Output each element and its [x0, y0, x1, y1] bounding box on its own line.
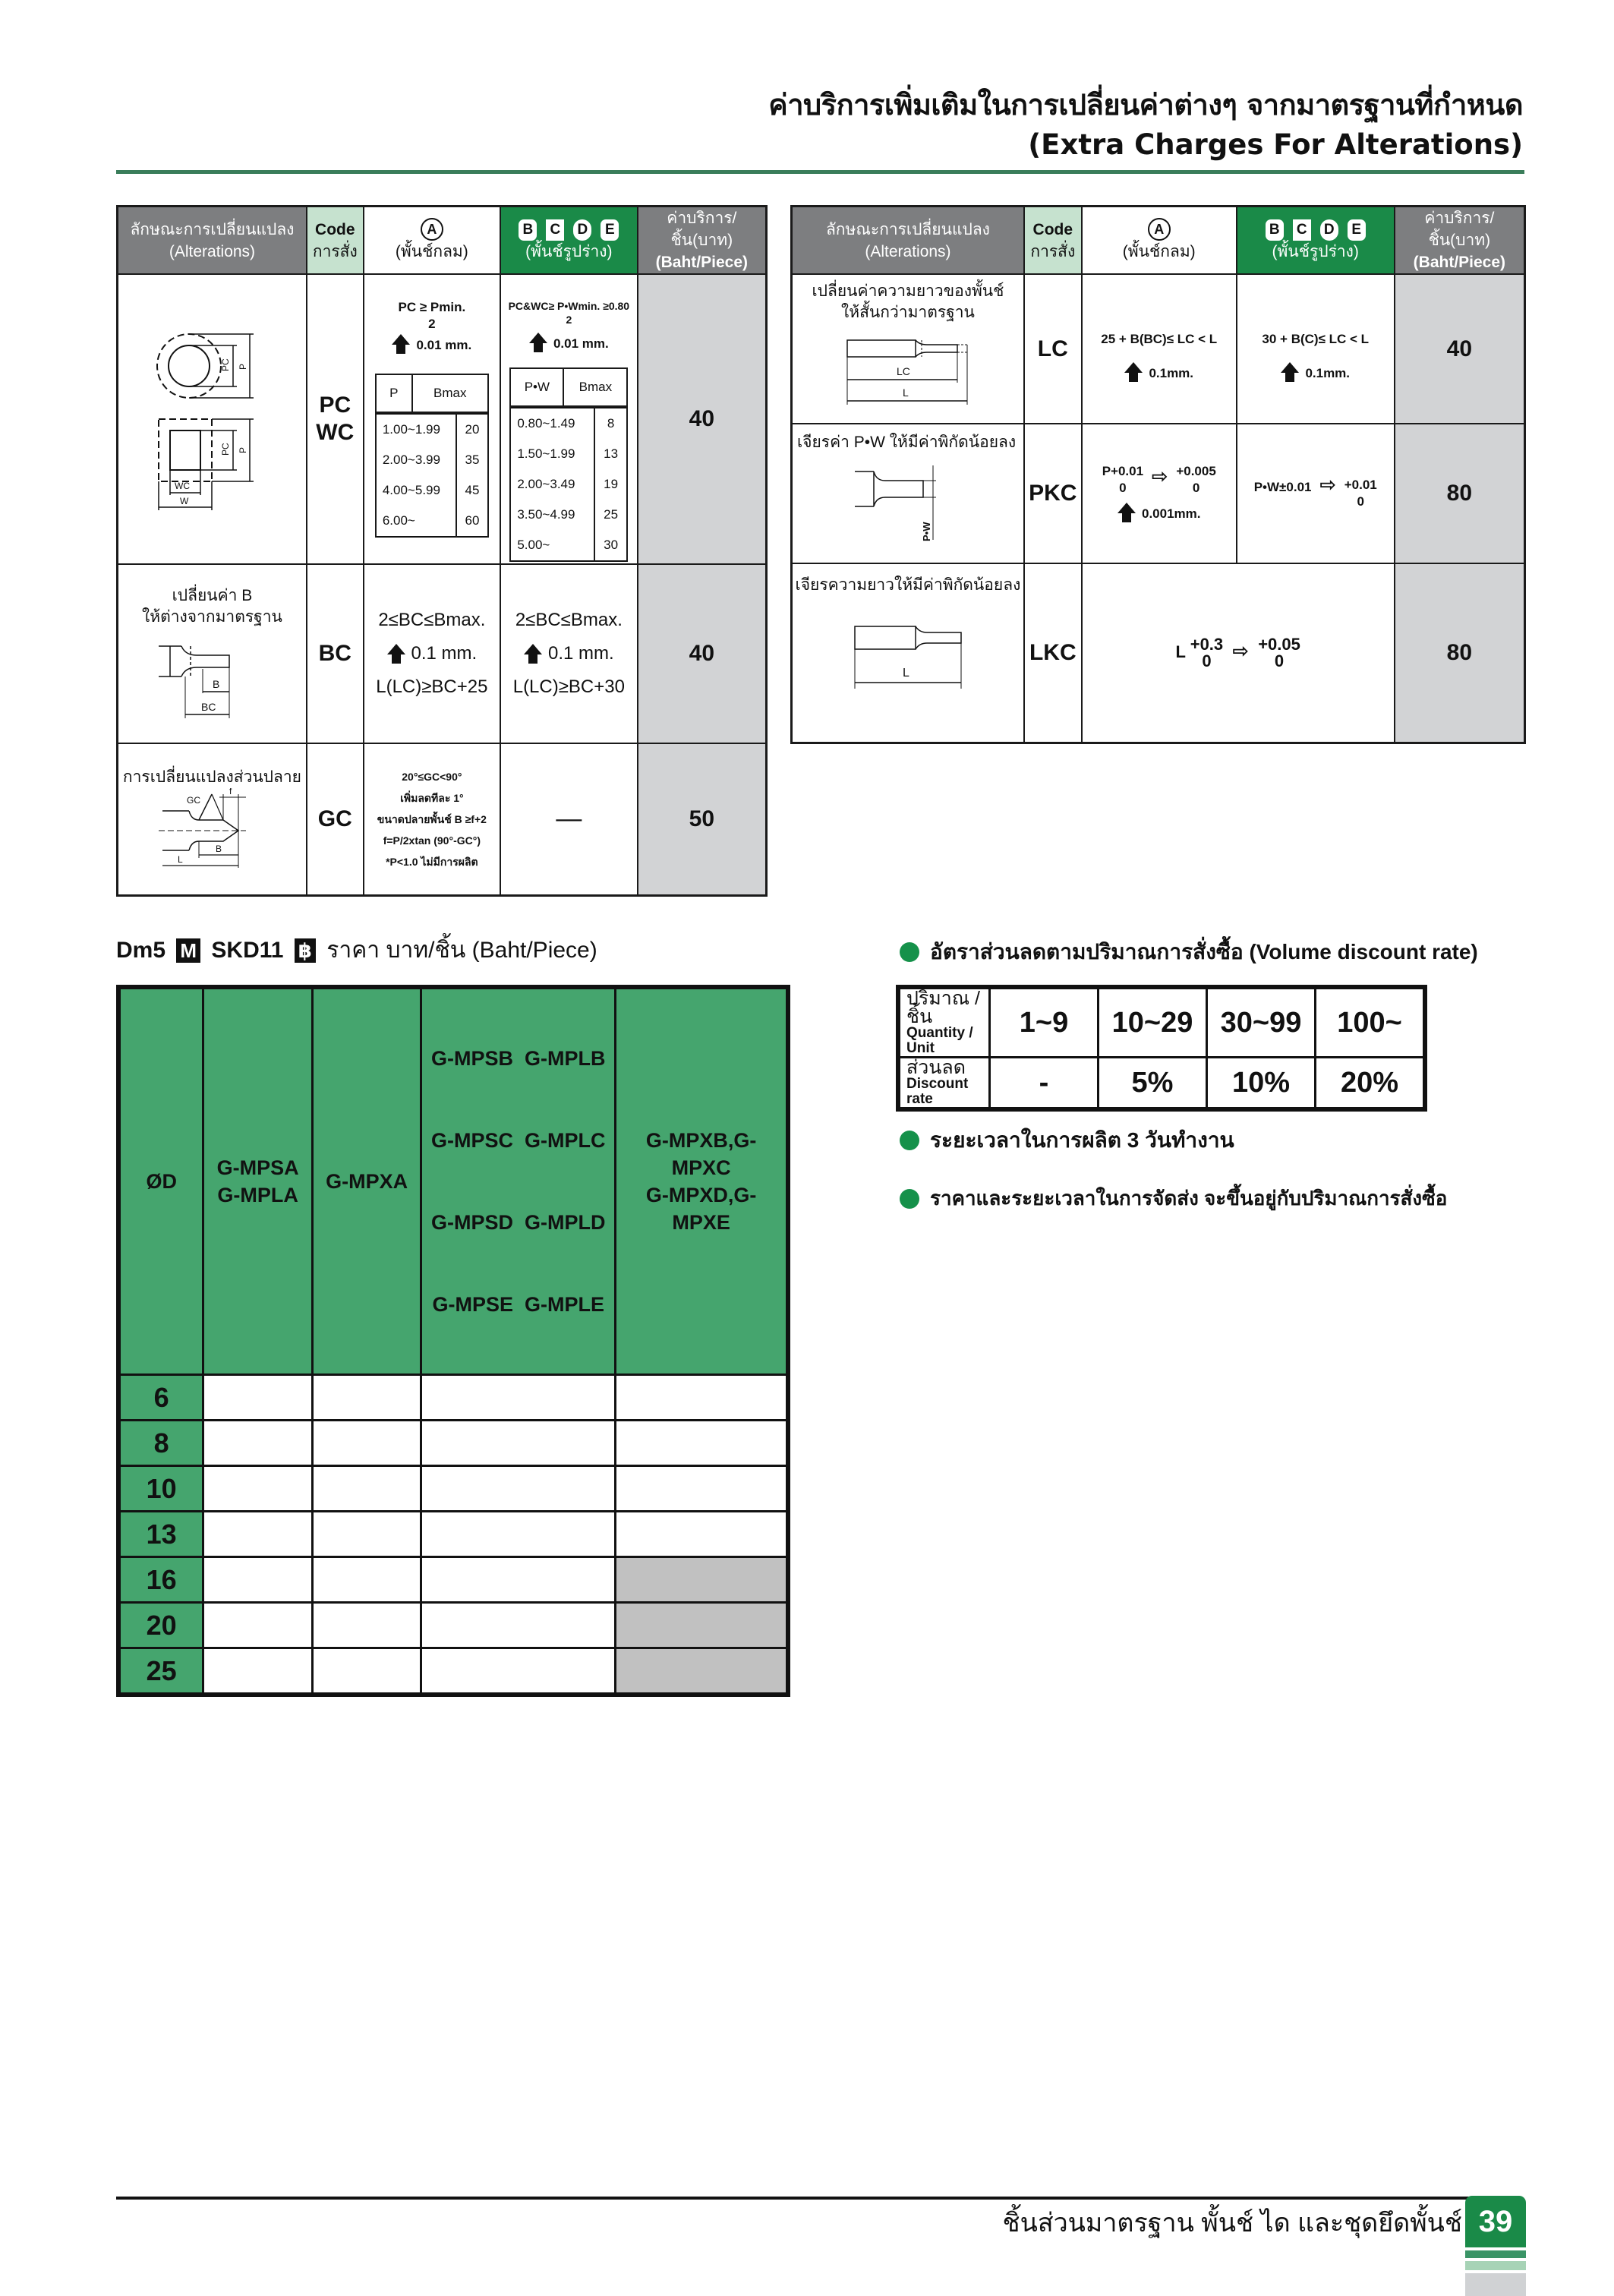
lc-bcde-condition: 30 + B(C)≤ LC < L — [1262, 331, 1370, 346]
price-table-row — [118, 1375, 788, 1421]
svg-text:P•W: P•W — [920, 522, 932, 541]
title-divider — [116, 170, 1524, 174]
discount-heading — [900, 935, 1478, 969]
price-cell-col1 — [203, 1557, 312, 1603]
header-code-en: Code — [315, 220, 355, 238]
price-table-header — [118, 987, 788, 1375]
price-pkc: 80 — [1395, 424, 1525, 563]
lkc-tolerance-cell — [1082, 563, 1395, 743]
type-b-icon: B — [519, 219, 537, 241]
bc-description-line2: ให้ต่างจากมาตรฐาน — [142, 608, 282, 626]
tolerance-lower: 0 — [1274, 651, 1285, 670]
bc-bcde-step — [501, 637, 637, 670]
table-row-lc — [792, 274, 1525, 424]
sub-bmax: 35 — [456, 445, 488, 475]
bc-a-step — [364, 637, 500, 670]
pc-wc-diagram-icon — [155, 324, 269, 514]
price-cell-col3 — [421, 1466, 616, 1512]
price-cell-col2 — [312, 1466, 421, 1512]
price-table-row — [118, 1466, 788, 1512]
price-cell-col4 — [616, 1557, 788, 1603]
pkc-a-step — [1083, 504, 1236, 524]
price-cell-col3 — [421, 1648, 616, 1695]
pw-bmax-subtable — [509, 367, 628, 407]
page-number: 39 — [1465, 2196, 1526, 2247]
rate-label-en: Discount rate — [906, 1076, 969, 1107]
lc-description-cell — [792, 274, 1024, 424]
price-cell-col2 — [312, 1512, 421, 1557]
price-cell-col3 — [421, 1603, 616, 1648]
price-gc: 50 — [638, 743, 767, 895]
type-a-circle-icon: A — [421, 218, 443, 241]
page-title-thai: ค่าบริการเพิ่มเติมในการเปลี่ยนค่าต่างๆ จากมาตรฐานที่กำหนด — [768, 88, 1523, 121]
header-col3-line: G-MPSC G-MPLC — [431, 1129, 606, 1152]
lkc-from-tolerance — [1190, 636, 1223, 670]
header-price-th: ค่าบริการ/ชิ้น(บาท) — [667, 210, 737, 249]
diameter-cell: 13 — [118, 1512, 203, 1557]
svg-text:PC: PC — [220, 358, 232, 371]
sub-bmax: 25 — [594, 500, 627, 530]
bullet-dot-icon — [900, 1189, 919, 1209]
sub-range: 6.00~ — [376, 506, 456, 537]
pkc-type-a-cell — [1082, 424, 1237, 563]
header-col1-line: G-MPSA — [216, 1156, 299, 1179]
baht-badge-icon: ฿ — [295, 938, 316, 963]
bullet-dot-icon — [900, 1131, 919, 1150]
header-price — [1395, 207, 1525, 275]
pc-wc-a-condition-text: PC ≥ Pmin. — [398, 300, 466, 314]
type-c-icon: C — [1293, 219, 1311, 241]
header-code — [307, 207, 364, 275]
gc-diagram-icon — [155, 788, 269, 872]
header-code-th: การสั่ง — [1030, 242, 1076, 260]
pc-wc-type-a-cell — [364, 274, 500, 564]
quantity-tier: 30~99 — [1207, 987, 1316, 1058]
type-a-circle-icon: A — [1148, 218, 1171, 241]
sub-range: 1.50~1.99 — [510, 439, 594, 469]
sub-range: 3.50~4.99 — [510, 500, 594, 530]
table-row-pkc — [792, 424, 1525, 563]
diameter-cell: 16 — [118, 1557, 203, 1603]
sub-range: 1.00~1.99 — [376, 414, 456, 445]
header-col2: G-MPXA — [312, 987, 421, 1375]
svg-text:f: f — [229, 787, 232, 796]
header-alterations-en: (Alterations) — [865, 242, 951, 260]
pkc-diagram-icon — [851, 464, 965, 547]
type-e-icon: E — [1348, 219, 1366, 241]
price-table-body — [118, 1375, 788, 1695]
header-col1-line: G-MPLA — [217, 1184, 298, 1206]
pc-wc-type-bcde-cell — [500, 274, 638, 564]
footer-divider — [116, 2197, 1486, 2200]
price-cell-col1 — [203, 1421, 312, 1466]
page-title — [768, 84, 1523, 164]
lc-type-bcde-cell — [1237, 274, 1395, 424]
alterations-table-right — [790, 205, 1526, 744]
sub-bmax: 20 — [456, 414, 488, 445]
tolerance-lower: 0 — [1202, 651, 1212, 670]
type-b-icon: B — [1266, 219, 1284, 241]
pkc-description: เจียรค่า P•W ให้มีค่าพิกัดน้อยลง — [797, 434, 1017, 451]
pw-bmax-rows — [509, 407, 628, 562]
pc-wc-a-condition — [364, 298, 500, 317]
header-type-a-label: (พั้นช์กลม) — [1122, 243, 1196, 260]
price-cell-col3 — [421, 1421, 616, 1466]
table-row-lkc — [792, 563, 1525, 743]
increment-arrow-icon — [1118, 503, 1136, 513]
price-title-size: Dm5 — [116, 938, 166, 963]
footer-section-title: ชิ้นส่วนมาตรฐาน พั้นช์ ได และชุดยึดพั้นช์ — [1002, 2209, 1462, 2238]
pkc-type-bcde-cell — [1237, 424, 1395, 563]
pkc-a-step-text: 0.001mm. — [1141, 506, 1201, 521]
header-alterations — [792, 207, 1024, 275]
code-lc: LC — [1024, 274, 1082, 424]
price-table-row — [118, 1512, 788, 1557]
bc-type-bcde-cell — [500, 564, 638, 743]
code-wc: WC — [316, 420, 355, 445]
svg-text:GC: GC — [187, 794, 201, 806]
note-text: ราคาและระยะเวลาในการจัดส่ง จะขึ้นอยู่กับปริมาณการสั่งซื้อ — [930, 1187, 1448, 1210]
svg-text:B: B — [216, 843, 222, 854]
table-row-bc — [118, 564, 767, 743]
discount-quantity-row — [898, 987, 1425, 1058]
header-diameter: ØD — [118, 987, 203, 1375]
price-table-row — [118, 1648, 788, 1695]
tab-stripe — [1465, 2250, 1526, 2258]
subheader-p: P — [376, 374, 412, 412]
material-badge-icon: M — [176, 938, 200, 963]
lkc-description-cell — [792, 563, 1024, 743]
pkc-a-to-tolerance — [1176, 463, 1215, 497]
tolerance-upper: +0.3 — [1190, 634, 1224, 654]
note-text: ระยะเวลาในการผลิต 3 วันทำงาน — [930, 1128, 1234, 1152]
lc-bcde-step — [1237, 364, 1394, 383]
pc-wc-a-condition-denominator: 2 — [428, 317, 436, 331]
sub-range: 4.00~5.99 — [376, 475, 456, 506]
header-col3-line: G-MPSB G-MPLB — [431, 1047, 606, 1070]
tab-stripe — [1465, 2261, 1526, 2270]
svg-text:P: P — [238, 363, 249, 370]
sub-range: 0.80~1.49 — [510, 408, 594, 439]
svg-text:L: L — [902, 386, 909, 399]
quantity-label — [898, 987, 990, 1058]
header-col3 — [421, 987, 616, 1375]
header-price — [638, 207, 767, 275]
header-code-en: Code — [1032, 220, 1073, 238]
pc-bmax-rows — [375, 413, 489, 538]
price-lkc: 80 — [1395, 563, 1525, 743]
lkc-tolerance — [1083, 636, 1394, 670]
subheader-bmax: Bmax — [412, 374, 488, 412]
increment-arrow-icon — [1281, 362, 1299, 373]
gc-rule-step: เพิ่มลดทีละ 1° — [400, 791, 464, 804]
svg-text:W: W — [180, 496, 189, 506]
type-c-icon: C — [546, 219, 564, 241]
increment-arrow-icon — [524, 644, 542, 654]
becomes-arrow-icon: ⇨ — [1232, 639, 1250, 662]
bc-a-length-rule: L(LC)≥BC+25 — [376, 676, 488, 697]
price-table-row — [118, 1603, 788, 1648]
discount-rate: 10% — [1207, 1058, 1316, 1110]
pc-wc-bcde-condition: PC&WC≥ P•Wmin. ≥0.80 — [508, 300, 630, 312]
price-table-title — [116, 932, 597, 968]
price-cell-col4 — [616, 1466, 788, 1512]
svg-text:PC: PC — [220, 443, 232, 456]
quantity-label-en: Quantity / Unit — [906, 1025, 973, 1056]
bc-bcde-condition: 2≤BC≤Bmax. — [515, 610, 623, 630]
type-d-icon: D — [1320, 219, 1338, 241]
gc-rule-angle: 20°≤GC<90° — [402, 770, 462, 783]
gc-rule-note: *P<1.0 ไม่มีการผลิต — [386, 855, 478, 868]
header-price-th: ค่าบริการ/ชิ้น(บาท) — [1424, 210, 1495, 249]
sub-bmax: 8 — [594, 408, 627, 439]
price-cell-col4 — [616, 1603, 788, 1648]
price-cell-col1 — [203, 1603, 312, 1648]
becomes-arrow-icon: ⇨ — [1319, 473, 1337, 496]
price-table-row — [118, 1557, 788, 1603]
tolerance-from: P•W±0.01 — [1253, 480, 1312, 494]
discount-rate: - — [990, 1058, 1099, 1110]
pc-wc-bcde-condition-denominator: 2 — [566, 314, 572, 326]
svg-text:LC: LC — [896, 365, 910, 377]
sub-bmax: 13 — [594, 439, 627, 469]
note-production-time — [900, 1124, 1234, 1157]
price-cell-col2 — [312, 1421, 421, 1466]
price-cell-col4 — [616, 1648, 788, 1695]
increment-arrow-icon — [529, 333, 547, 343]
header-col4 — [616, 987, 788, 1375]
lc-a-condition: 25 + B(BC)≤ LC < L — [1101, 331, 1218, 346]
svg-text:B: B — [213, 678, 220, 690]
pkc-a-tolerance — [1083, 463, 1236, 497]
header-col3-line: G-MPSD G-MPLD — [431, 1211, 606, 1234]
code-lkc: LKC — [1024, 563, 1082, 743]
pc-wc-figure-cell — [118, 274, 307, 564]
svg-text:L: L — [902, 667, 909, 680]
price-lc: 40 — [1395, 274, 1525, 424]
price-cell-col2 — [312, 1557, 421, 1603]
subheader-bmax: Bmax — [563, 368, 627, 406]
price-cell-col1 — [203, 1466, 312, 1512]
note-delivery — [900, 1183, 1447, 1214]
tolerance-lower: 0 — [1192, 481, 1200, 495]
rate-label — [898, 1058, 990, 1110]
tolerance-lower: 0 — [1357, 494, 1364, 509]
gc-type-bcde-not-available: — — [500, 743, 638, 895]
bc-type-a-cell — [364, 564, 500, 743]
header-type-bcde — [500, 207, 638, 275]
header-alterations-th: ลักษณะการเปลี่ยนแปลง — [825, 220, 990, 238]
header-alterations-th: ลักษณะการเปลี่ยนแปลง — [130, 220, 295, 238]
sub-bmax: 30 — [594, 530, 627, 561]
diameter-cell: 6 — [118, 1375, 203, 1421]
price-cell-col4 — [616, 1421, 788, 1466]
price-cell-col1 — [203, 1512, 312, 1557]
becomes-arrow-icon: ⇨ — [1151, 465, 1168, 488]
lc-a-step-text: 0.1mm. — [1149, 365, 1194, 380]
header-col4-line: G-MPXD,G-MPXE — [645, 1184, 757, 1234]
price-pc-wc: 40 — [638, 274, 767, 564]
page-number-tab — [1465, 2196, 1526, 2296]
diameter-cell: 10 — [118, 1466, 203, 1512]
svg-text:WC: WC — [175, 481, 191, 491]
increment-arrow-icon — [1124, 362, 1143, 373]
price-table-row — [118, 1421, 788, 1466]
tab-stripe — [1465, 2273, 1526, 2296]
code-bc: BC — [307, 564, 364, 743]
diameter-cell: 8 — [118, 1421, 203, 1466]
discount-table — [896, 985, 1427, 1112]
svg-text:L: L — [178, 853, 184, 865]
tolerance-upper: P+0.01 — [1102, 464, 1144, 478]
increment-arrow-icon — [387, 644, 405, 654]
header-type-a-label: (พั้นช์กลม) — [395, 243, 468, 260]
lc-bcde-step-text: 0.1mm. — [1305, 365, 1351, 380]
price-cell-col3 — [421, 1375, 616, 1421]
tolerance-lower: 0 — [1119, 481, 1127, 495]
sub-range: 2.00~3.99 — [376, 445, 456, 475]
price-table — [116, 985, 790, 1697]
bullet-dot-icon — [900, 942, 919, 962]
header-type-a — [1082, 207, 1237, 275]
discount-rate: 5% — [1099, 1058, 1207, 1110]
bc-description-cell — [118, 564, 307, 743]
header-type-bcde — [1237, 207, 1395, 275]
sub-range: 2.00~3.49 — [510, 469, 594, 500]
pc-wc-a-step-text: 0.01 mm. — [416, 338, 472, 352]
alterations-table-left — [116, 205, 768, 897]
quantity-tier: 100~ — [1316, 987, 1426, 1058]
page-title-english: (Extra Charges For Alterations) — [1028, 128, 1523, 161]
price-title-material: SKD11 — [211, 938, 284, 963]
tolerance-upper: +0.005 — [1176, 464, 1216, 478]
bc-bcde-length-rule: L(LC)≥BC+30 — [512, 676, 625, 697]
sub-bmax: 45 — [456, 475, 488, 506]
header-code-th: การสั่ง — [312, 242, 358, 260]
header-alterations-en: (Alterations) — [169, 242, 256, 260]
price-cell-col4 — [616, 1512, 788, 1557]
price-cell-col3 — [421, 1512, 616, 1557]
pc-wc-bcde-step — [501, 334, 637, 354]
header-code — [1024, 207, 1082, 275]
header-col1 — [203, 987, 312, 1375]
header-alterations — [118, 207, 307, 275]
lc-diagram-icon — [843, 333, 972, 408]
quantity-label-th: ปริมาณ / ชิ้น — [906, 988, 980, 1027]
pkc-bcde-tolerance — [1237, 473, 1394, 510]
table-header-row — [792, 207, 1525, 275]
sub-range: 5.00~ — [510, 530, 594, 561]
header-type-bcde-label: (พั้นช์รูปร่าง) — [525, 243, 613, 260]
subheader-pw: P•W — [510, 368, 563, 406]
type-e-icon: E — [601, 219, 619, 241]
table-header-row — [118, 207, 767, 275]
pc-wc-a-step — [364, 336, 500, 355]
header-col3-line: G-MPSE G-MPLE — [432, 1293, 605, 1316]
table-row-gc — [118, 743, 767, 895]
increment-arrow-icon — [392, 334, 410, 345]
bc-bcde-step-text: 0.1 mm. — [548, 643, 614, 664]
price-cell-col2 — [312, 1375, 421, 1421]
header-col4-line: G-MPXB,G-MPXC — [645, 1129, 757, 1179]
header-type-bcde-label: (พั้นช์รูปร่าง) — [1272, 243, 1359, 260]
svg-text:BC: BC — [201, 701, 216, 713]
price-cell-col4 — [616, 1375, 788, 1421]
type-d-icon: D — [573, 219, 591, 241]
lc-type-a-cell — [1082, 274, 1237, 424]
bc-diagram-icon — [151, 639, 273, 722]
pkc-description-cell — [792, 424, 1024, 563]
rate-label-th: ส่วนลด — [906, 1057, 966, 1078]
diameter-cell: 25 — [118, 1648, 203, 1695]
tolerance-upper: +0.01 — [1344, 478, 1377, 492]
price-cell-col2 — [312, 1648, 421, 1695]
price-cell-col3 — [421, 1557, 616, 1603]
pkc-a-from-tolerance — [1102, 463, 1143, 497]
price-bc: 40 — [638, 564, 767, 743]
lkc-diagram-icon — [851, 619, 965, 695]
pc-bmax-subtable — [375, 374, 489, 413]
bc-description-line1: เปลี่ยนค่า B — [172, 587, 253, 604]
gc-description-cell — [118, 743, 307, 895]
discount-rate: 20% — [1316, 1058, 1426, 1110]
bc-a-step-text: 0.1 mm. — [411, 643, 478, 664]
lkc-description: เจียรความยาวให้มีค่าพิกัดน้อยลง — [795, 576, 1021, 594]
discount-rate-row — [898, 1058, 1425, 1110]
diameter-cell: 20 — [118, 1603, 203, 1648]
tolerance-upper: +0.05 — [1258, 634, 1300, 654]
header-type-a — [364, 207, 500, 275]
code-gc: GC — [307, 743, 364, 895]
table-row-pc-wc — [118, 274, 767, 564]
header-price-en: (Baht/Piece) — [655, 254, 749, 271]
tolerance-base: L — [1175, 642, 1186, 661]
lc-description-line1: เปลี่ยนค่าความยาวของพั้นช์ — [812, 282, 1004, 300]
svg-text:P: P — [238, 446, 249, 453]
sub-bmax: 60 — [456, 506, 488, 537]
price-cell-col1 — [203, 1648, 312, 1695]
gc-type-a-cell — [364, 743, 500, 895]
code-pc-wc — [307, 274, 364, 564]
header-price-en: (Baht/Piece) — [1413, 254, 1506, 271]
pc-wc-bcde-step-text: 0.01 mm. — [553, 336, 609, 351]
gc-description: การเปลี่ยนแปลงส่วนปลาย — [122, 768, 301, 786]
lc-description-line2: ให้สั้นกว่ามาตรฐาน — [841, 304, 975, 321]
bc-a-condition: 2≤BC≤Bmax. — [378, 610, 486, 630]
code-pkc: PKC — [1024, 424, 1082, 563]
price-cell-col2 — [312, 1603, 421, 1648]
quantity-tier: 1~9 — [990, 987, 1099, 1058]
gc-rule-formula: f=P/2xtan (90°-GC°) — [383, 834, 481, 847]
discount-title: อัตราส่วนลดตามปริมาณการสั่งซื้อ (Volume discount rate) — [930, 940, 1478, 964]
price-title-unit: ราคา บาท/ชิ้น (Baht/Piece) — [326, 938, 597, 963]
sub-bmax: 19 — [594, 469, 627, 500]
lc-a-step — [1083, 364, 1236, 383]
lkc-to-tolerance — [1258, 636, 1300, 670]
quantity-tier: 10~29 — [1099, 987, 1207, 1058]
price-cell-col1 — [203, 1375, 312, 1421]
code-pc: PC — [319, 393, 351, 418]
pkc-bcde-to-tolerance — [1344, 477, 1377, 510]
gc-rule-tip-size: ขนาดปลายพั้นช์ B ≥f+2 — [377, 812, 487, 825]
